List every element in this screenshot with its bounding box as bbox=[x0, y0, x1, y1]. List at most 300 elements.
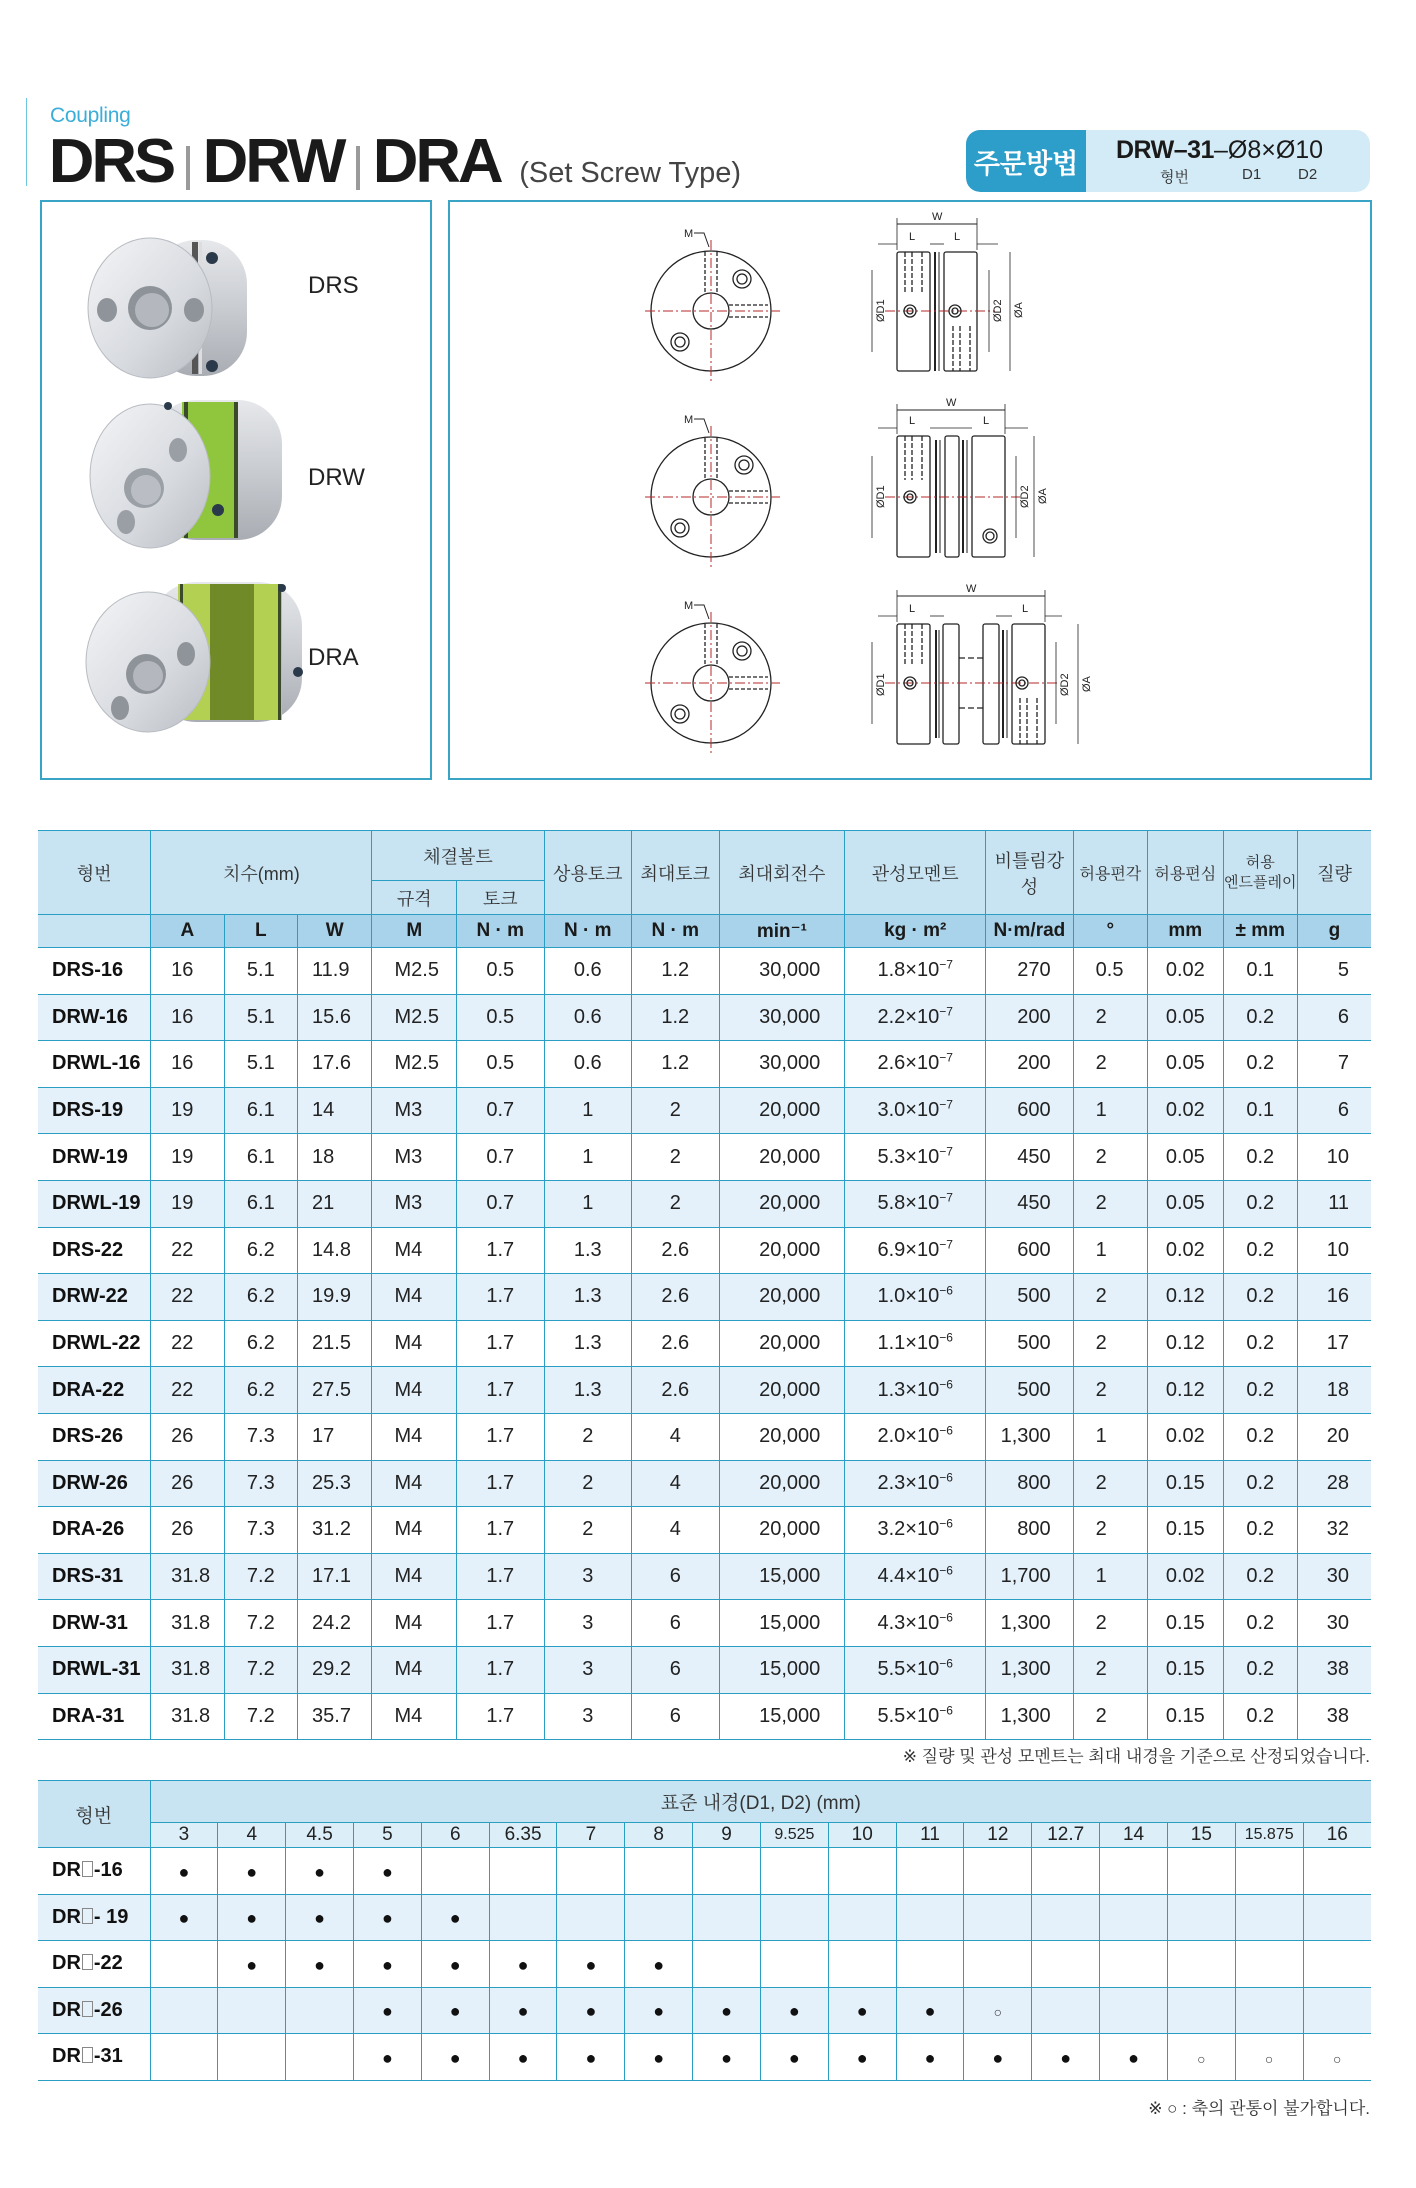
label-w: W bbox=[932, 211, 943, 223]
bore-cell bbox=[964, 1848, 1032, 1895]
title-model-drs: DRS bbox=[48, 127, 174, 196]
cell-max-speed: 30,000 bbox=[719, 1041, 845, 1088]
cell-offset: 0.02 bbox=[1148, 1087, 1223, 1134]
label-a: ØA bbox=[1013, 302, 1025, 318]
unit-blank bbox=[38, 915, 151, 948]
product-label-dra: DRA bbox=[308, 644, 359, 671]
cell-offset: 0.12 bbox=[1148, 1367, 1223, 1414]
bore-header-title: 표준 내경(D1, D2) (mm) bbox=[150, 1781, 1371, 1823]
bore-cell bbox=[489, 1848, 557, 1895]
spec-table-note: ※ 질량 및 관성 모멘트는 최대 내경을 기준으로 산정되었습니다. bbox=[902, 1747, 1370, 1766]
bore-cell bbox=[760, 1941, 828, 1988]
cell-max-speed: 20,000 bbox=[719, 1413, 845, 1460]
label-w: W bbox=[946, 397, 957, 409]
cell-stiffness: 1,300 bbox=[986, 1413, 1074, 1460]
cell-rated-torque: 1.3 bbox=[544, 1367, 632, 1414]
cell-rated-torque: 3 bbox=[544, 1600, 632, 1647]
available-dot-icon: ● bbox=[178, 1908, 190, 1929]
cell-inertia bbox=[845, 1180, 986, 1227]
inertia-exponent: −7 bbox=[939, 1050, 953, 1065]
order-code-bores: –Ø8×Ø10 bbox=[1213, 136, 1324, 164]
product-image-drw bbox=[72, 392, 312, 562]
cell-offset: 0.02 bbox=[1148, 1413, 1223, 1460]
cell-l: 6.1 bbox=[224, 1180, 297, 1227]
cell-w: 14 bbox=[298, 1087, 372, 1134]
label-a: ØA bbox=[1081, 676, 1093, 692]
cell-bolt-torque: 1.7 bbox=[456, 1600, 544, 1647]
cell-a: 19 bbox=[151, 1134, 224, 1181]
inertia-mantissa: 1.3 bbox=[877, 1378, 906, 1401]
times-ten: ×10 bbox=[905, 959, 940, 982]
inertia-exponent: −6 bbox=[939, 1656, 953, 1671]
bore-size-header: 5 bbox=[353, 1823, 421, 1848]
cell-rated-torque: 1 bbox=[544, 1180, 632, 1227]
unit-l: L bbox=[224, 915, 297, 948]
table-row bbox=[38, 1693, 1371, 1740]
product-label-drw: DRW bbox=[308, 464, 365, 491]
cell-w: 24.2 bbox=[298, 1600, 372, 1647]
cell-angle: 2 bbox=[1073, 994, 1147, 1041]
available-dot-icon: ● bbox=[517, 2001, 529, 2022]
inertia-mantissa: 2.3 bbox=[877, 1471, 906, 1494]
bore-cell bbox=[760, 2034, 828, 2081]
available-dot-icon: ● bbox=[856, 2001, 868, 2022]
cell-bolt-spec: M4 bbox=[372, 1274, 457, 1321]
available-dot-icon: ● bbox=[924, 2001, 936, 2022]
cell-rated-torque: 3 bbox=[544, 1646, 632, 1693]
bore-size-header: 10 bbox=[828, 1823, 896, 1848]
cell-a: 31.8 bbox=[151, 1553, 224, 1600]
cell-mass: 6 bbox=[1297, 994, 1371, 1041]
cell-mass: 5 bbox=[1297, 948, 1371, 995]
cell-endplay: 0.2 bbox=[1223, 1367, 1297, 1414]
cell-angle: 1 bbox=[1073, 1553, 1147, 1600]
no-through-circle-icon: ○ bbox=[993, 2004, 1003, 2021]
cell-angle: 2 bbox=[1073, 1600, 1147, 1647]
cell-mass: 6 bbox=[1297, 1087, 1371, 1134]
available-dot-icon: ● bbox=[1128, 2047, 1139, 2068]
bore-cell bbox=[489, 1894, 557, 1941]
bore-size-row bbox=[38, 1823, 1371, 1848]
bore-cell bbox=[896, 1941, 964, 1988]
cell-bolt-spec: M4 bbox=[372, 1227, 457, 1274]
cell-stiffness: 800 bbox=[986, 1507, 1074, 1554]
cell-offset: 0.02 bbox=[1148, 948, 1223, 995]
header-inertia: 관성모멘트 bbox=[845, 831, 986, 915]
cell-model: DRWL-19 bbox=[38, 1180, 151, 1227]
cell-w: 25.3 bbox=[298, 1460, 372, 1507]
times-ten: ×10 bbox=[905, 1332, 940, 1355]
table-row bbox=[38, 1041, 1371, 1088]
cell-max-speed: 20,000 bbox=[719, 1460, 845, 1507]
label-m: M bbox=[684, 228, 694, 240]
cell-angle: 1 bbox=[1073, 1227, 1147, 1274]
cell-model: DRW-19 bbox=[38, 1134, 151, 1181]
model-suffix: - 19 bbox=[93, 1905, 129, 1928]
inertia-exponent: −6 bbox=[939, 1609, 953, 1624]
bore-cell bbox=[1167, 1894, 1235, 1941]
bore-cell bbox=[1100, 1848, 1168, 1895]
order-method-box bbox=[966, 130, 1370, 192]
cell-rated-torque: 2 bbox=[544, 1507, 632, 1554]
cell-w: 29.2 bbox=[298, 1646, 372, 1693]
cell-inertia bbox=[845, 1227, 986, 1274]
cell-mass: 10 bbox=[1297, 1134, 1371, 1181]
times-ten: ×10 bbox=[905, 1005, 940, 1028]
front-view-drs bbox=[645, 233, 780, 384]
cell-inertia bbox=[845, 948, 986, 995]
cell-max-speed: 20,000 bbox=[719, 1180, 845, 1227]
front-view-drw bbox=[645, 419, 780, 570]
label-l: L bbox=[983, 415, 990, 427]
bore-cell bbox=[1100, 1894, 1168, 1941]
cell-inertia bbox=[845, 1413, 986, 1460]
model-prefix: DR bbox=[52, 1859, 81, 1882]
cell-stiffness: 500 bbox=[986, 1274, 1074, 1321]
table-row bbox=[38, 1134, 1371, 1181]
table-row bbox=[38, 1553, 1371, 1600]
cell-bolt-torque: 1.7 bbox=[456, 1227, 544, 1274]
table-row bbox=[38, 1460, 1371, 1507]
title-model-drw: DRW bbox=[202, 127, 344, 196]
available-dot-icon: ● bbox=[517, 1954, 529, 1975]
cell-max-speed: 30,000 bbox=[719, 948, 845, 995]
cell-stiffness: 200 bbox=[986, 994, 1074, 1041]
cell-angle: 2 bbox=[1073, 1134, 1147, 1181]
bore-cell bbox=[1032, 1894, 1100, 1941]
cell-model: DRW-26 bbox=[38, 1460, 151, 1507]
bore-cell bbox=[625, 1987, 693, 2034]
bore-size-header: 4.5 bbox=[286, 1823, 354, 1848]
bore-row bbox=[38, 1894, 1371, 1941]
cell-mass: 17 bbox=[1297, 1320, 1371, 1367]
cell-bolt-spec: M4 bbox=[372, 1693, 457, 1740]
bore-row bbox=[38, 1941, 1371, 1988]
cell-stiffness: 500 bbox=[986, 1367, 1074, 1414]
label-l: L bbox=[954, 231, 961, 243]
cell-max-torque: 4 bbox=[632, 1413, 720, 1460]
cell-inertia bbox=[845, 1041, 986, 1088]
inertia-mantissa: 4.4 bbox=[877, 1565, 906, 1588]
bore-cell bbox=[150, 1987, 218, 2034]
cell-bolt-torque: 1.7 bbox=[456, 1274, 544, 1321]
cell-max-torque: 1.2 bbox=[632, 994, 720, 1041]
cell-model: DRW-22 bbox=[38, 1274, 151, 1321]
cell-mass: 38 bbox=[1297, 1693, 1371, 1740]
bore-cell bbox=[150, 1848, 218, 1895]
label-l: L bbox=[909, 603, 916, 615]
cell-w: 31.2 bbox=[298, 1507, 372, 1554]
cell-offset: 0.02 bbox=[1148, 1227, 1223, 1274]
cell-max-torque: 2.6 bbox=[632, 1367, 720, 1414]
cell-offset: 0.15 bbox=[1148, 1507, 1223, 1554]
inertia-mantissa: 1.8 bbox=[877, 959, 906, 982]
cell-a: 31.8 bbox=[151, 1693, 224, 1740]
available-dot-icon: ● bbox=[246, 1908, 258, 1929]
bore-cell bbox=[896, 1848, 964, 1895]
bore-size-header: 4 bbox=[218, 1823, 286, 1848]
unit-max-torque: N · m bbox=[632, 915, 720, 948]
no-through-circle-icon: ○ bbox=[1333, 2050, 1342, 2067]
bore-cell bbox=[489, 1941, 557, 1988]
times-ten: ×10 bbox=[905, 1518, 940, 1541]
bore-size-header: 6.35 bbox=[489, 1823, 557, 1848]
cell-w: 21.5 bbox=[298, 1320, 372, 1367]
header-misalign-angle: 허용편각 bbox=[1073, 831, 1147, 915]
order-caption-d2: D2 bbox=[1298, 166, 1318, 183]
available-dot-icon: ● bbox=[449, 2001, 461, 2022]
cell-mass: 38 bbox=[1297, 1646, 1371, 1693]
cell-angle: 2 bbox=[1073, 1274, 1147, 1321]
cell-angle: 2 bbox=[1073, 1507, 1147, 1554]
inertia-mantissa: 5.5 bbox=[877, 1658, 906, 1681]
cell-model: DRWL-16 bbox=[38, 1041, 151, 1088]
bore-cell bbox=[760, 1894, 828, 1941]
label-d2: ØD2 bbox=[992, 299, 1004, 322]
available-dot-icon: ● bbox=[381, 2001, 393, 2022]
no-through-circle-icon: ○ bbox=[1197, 2050, 1206, 2067]
label-w: W bbox=[966, 583, 977, 595]
cell-rated-torque: 1 bbox=[544, 1134, 632, 1181]
cell-offset: 0.12 bbox=[1148, 1274, 1223, 1321]
cell-rated-torque: 0.6 bbox=[544, 948, 632, 995]
cell-bolt-torque: 1.7 bbox=[456, 1553, 544, 1600]
cell-bolt-torque: 1.7 bbox=[456, 1507, 544, 1554]
cell-bolt-spec: M3 bbox=[372, 1087, 457, 1134]
title-model-dra: DRA bbox=[372, 127, 501, 196]
page-title bbox=[50, 126, 741, 197]
unit-bolt-torque: N · m bbox=[456, 915, 544, 948]
wildcard-box-icon bbox=[82, 1908, 93, 1924]
bore-cell bbox=[1235, 2034, 1303, 2081]
available-dot-icon: ● bbox=[856, 2047, 868, 2068]
bore-cell bbox=[218, 1848, 286, 1895]
label-d2: ØD2 bbox=[1059, 673, 1071, 696]
cell-w: 17 bbox=[298, 1413, 372, 1460]
bore-cell bbox=[828, 1894, 896, 1941]
cell-w: 11.9 bbox=[298, 948, 372, 995]
bore-table-body bbox=[38, 1848, 1371, 2081]
bore-cell bbox=[693, 1894, 761, 1941]
spec-table-body bbox=[38, 948, 1371, 1740]
unit-m: M bbox=[372, 915, 457, 948]
bore-cell bbox=[557, 1848, 625, 1895]
product-image-drs bbox=[72, 220, 312, 390]
cell-endplay: 0.1 bbox=[1223, 948, 1297, 995]
bore-cell bbox=[1303, 1987, 1371, 2034]
cell-inertia bbox=[845, 1367, 986, 1414]
cell-model: DRS-22 bbox=[38, 1227, 151, 1274]
table-row bbox=[38, 1507, 1371, 1554]
unit-angle: ° bbox=[1073, 915, 1147, 948]
order-method-spec bbox=[1086, 130, 1370, 192]
bore-cell bbox=[150, 2034, 218, 2081]
side-view-dra bbox=[872, 590, 1078, 744]
cell-stiffness: 600 bbox=[986, 1087, 1074, 1134]
cell-max-torque: 2.6 bbox=[632, 1227, 720, 1274]
bore-cell bbox=[1303, 2034, 1371, 2081]
cell-endplay: 0.2 bbox=[1223, 1041, 1297, 1088]
cell-inertia bbox=[845, 1320, 986, 1367]
cell-a: 16 bbox=[151, 948, 224, 995]
bore-cell bbox=[828, 1848, 896, 1895]
cell-bolt-torque: 0.7 bbox=[456, 1180, 544, 1227]
drawing-drw bbox=[645, 397, 1049, 570]
cell-angle: 1 bbox=[1073, 1087, 1147, 1134]
times-ten: ×10 bbox=[905, 1611, 940, 1634]
cell-model: DRWL-31 bbox=[38, 1646, 151, 1693]
order-caption-d1: D1 bbox=[1242, 166, 1262, 183]
unit-inertia: kg · m² bbox=[845, 915, 986, 948]
model-prefix: DR bbox=[52, 1905, 81, 1928]
cell-rated-torque: 0.6 bbox=[544, 1041, 632, 1088]
inertia-exponent: −6 bbox=[939, 1423, 953, 1438]
cell-max-speed: 20,000 bbox=[719, 1274, 845, 1321]
available-dot-icon: ● bbox=[314, 1954, 325, 1975]
model-suffix: -22 bbox=[93, 1952, 123, 1975]
cell-w: 27.5 bbox=[298, 1367, 372, 1414]
order-caption-model: 형번 bbox=[1160, 169, 1189, 186]
order-code-model: DRW–31 bbox=[1116, 136, 1214, 164]
bore-cell bbox=[353, 1894, 421, 1941]
cell-a: 26 bbox=[151, 1413, 224, 1460]
available-dot-icon: ● bbox=[246, 1954, 258, 1975]
bore-cell bbox=[760, 1987, 828, 2034]
cell-max-torque: 2.6 bbox=[632, 1320, 720, 1367]
bore-cell bbox=[150, 1941, 218, 1988]
cell-stiffness: 450 bbox=[986, 1134, 1074, 1181]
bore-cell bbox=[1167, 1987, 1235, 2034]
unit-mass: g bbox=[1297, 915, 1371, 948]
bore-size-header: 7 bbox=[557, 1823, 625, 1848]
bore-cell bbox=[625, 2034, 693, 2081]
cell-bolt-spec: M4 bbox=[372, 1460, 457, 1507]
cell-offset: 0.12 bbox=[1148, 1320, 1223, 1367]
available-dot-icon: ● bbox=[381, 2047, 393, 2068]
cell-endplay: 0.2 bbox=[1223, 1274, 1297, 1321]
unit-rated-torque: N · m bbox=[544, 915, 632, 948]
cell-l: 6.2 bbox=[224, 1227, 297, 1274]
cell-w: 17.1 bbox=[298, 1553, 372, 1600]
available-dot-icon: ● bbox=[246, 1861, 258, 1882]
cell-max-torque: 4 bbox=[632, 1507, 720, 1554]
bore-table-note: ※ ○ : 축의 관통이 불가합니다. bbox=[1148, 2099, 1370, 2118]
cell-inertia bbox=[845, 1553, 986, 1600]
bore-cell bbox=[1235, 1894, 1303, 1941]
bore-size-header: 15.875 bbox=[1235, 1823, 1303, 1848]
bore-row-model bbox=[38, 1894, 150, 1941]
bore-cell bbox=[218, 1987, 286, 2034]
bore-size-header: 14 bbox=[1100, 1823, 1168, 1848]
title-accent-bar bbox=[26, 98, 51, 186]
cell-max-speed: 15,000 bbox=[719, 1553, 845, 1600]
cell-a: 16 bbox=[151, 994, 224, 1041]
label-m: M bbox=[684, 414, 694, 426]
bore-cell bbox=[557, 1941, 625, 1988]
cell-bolt-spec: M4 bbox=[372, 1367, 457, 1414]
bore-cell bbox=[1167, 2034, 1235, 2081]
cell-endplay: 0.2 bbox=[1223, 1600, 1297, 1647]
inertia-mantissa: 1.0 bbox=[877, 1285, 906, 1308]
cell-l: 6.1 bbox=[224, 1087, 297, 1134]
bore-cell bbox=[896, 1894, 964, 1941]
bore-cell bbox=[557, 2034, 625, 2081]
inertia-mantissa: 2.2 bbox=[877, 1005, 906, 1028]
model-prefix: DR bbox=[52, 2045, 81, 2068]
available-dot-icon: ● bbox=[721, 2047, 732, 2068]
cell-rated-torque: 2 bbox=[544, 1413, 632, 1460]
model-suffix: -16 bbox=[93, 1859, 123, 1882]
times-ten: ×10 bbox=[905, 1658, 940, 1681]
bore-row-model bbox=[38, 1987, 150, 2034]
times-ten: ×10 bbox=[905, 1192, 940, 1215]
cell-a: 19 bbox=[151, 1180, 224, 1227]
cell-angle: 2 bbox=[1073, 1367, 1147, 1414]
cell-stiffness: 450 bbox=[986, 1180, 1074, 1227]
bore-cell bbox=[421, 1987, 489, 2034]
bore-size-header: 12.7 bbox=[1032, 1823, 1100, 1848]
table-row bbox=[38, 1227, 1371, 1274]
available-dot-icon: ● bbox=[788, 2001, 800, 2022]
inertia-exponent: −7 bbox=[939, 1097, 953, 1112]
cell-l: 5.1 bbox=[224, 948, 297, 995]
cell-max-speed: 20,000 bbox=[719, 1087, 845, 1134]
available-dot-icon: ● bbox=[653, 2047, 665, 2068]
cell-offset: 0.05 bbox=[1148, 1041, 1223, 1088]
cell-offset: 0.02 bbox=[1148, 1553, 1223, 1600]
cell-stiffness: 600 bbox=[986, 1227, 1074, 1274]
cell-inertia bbox=[845, 1507, 986, 1554]
available-dot-icon: ● bbox=[449, 2047, 461, 2068]
times-ten: ×10 bbox=[905, 1285, 940, 1308]
cell-inertia bbox=[845, 1646, 986, 1693]
bore-cell bbox=[557, 1987, 625, 2034]
times-ten: ×10 bbox=[905, 1704, 940, 1727]
bore-cell bbox=[421, 1941, 489, 1988]
header-misalign-offset: 허용편심 bbox=[1148, 831, 1223, 915]
bore-row bbox=[38, 1987, 1371, 2034]
cell-bolt-spec: M4 bbox=[372, 1600, 457, 1647]
label-m: M bbox=[684, 600, 694, 612]
bore-cell bbox=[421, 1894, 489, 1941]
cell-max-speed: 15,000 bbox=[719, 1693, 845, 1740]
cell-mass: 30 bbox=[1297, 1600, 1371, 1647]
table-row bbox=[38, 948, 1371, 995]
inertia-mantissa: 2.0 bbox=[877, 1425, 906, 1448]
cell-bolt-spec: M4 bbox=[372, 1507, 457, 1554]
bore-size-header: 11 bbox=[896, 1823, 964, 1848]
cell-l: 6.1 bbox=[224, 1134, 297, 1181]
bore-table bbox=[38, 1780, 1371, 2081]
bore-cell bbox=[964, 1894, 1032, 1941]
header-bolt-spec: 규격 bbox=[372, 881, 457, 915]
cell-max-torque: 2.6 bbox=[632, 1274, 720, 1321]
cell-inertia bbox=[845, 994, 986, 1041]
bore-cell bbox=[218, 1941, 286, 1988]
header-model: 형번 bbox=[38, 831, 151, 915]
cell-mass: 32 bbox=[1297, 1507, 1371, 1554]
model-suffix: -31 bbox=[93, 2045, 123, 2068]
available-dot-icon: ● bbox=[653, 1954, 665, 1975]
cell-stiffness: 270 bbox=[986, 948, 1074, 995]
cell-max-torque: 6 bbox=[632, 1553, 720, 1600]
model-suffix: -26 bbox=[93, 1998, 123, 2021]
cell-rated-torque: 0.6 bbox=[544, 994, 632, 1041]
front-view-dra bbox=[645, 605, 780, 756]
cell-bolt-torque: 1.7 bbox=[456, 1413, 544, 1460]
cell-stiffness: 200 bbox=[986, 1041, 1074, 1088]
cell-inertia bbox=[845, 1274, 986, 1321]
